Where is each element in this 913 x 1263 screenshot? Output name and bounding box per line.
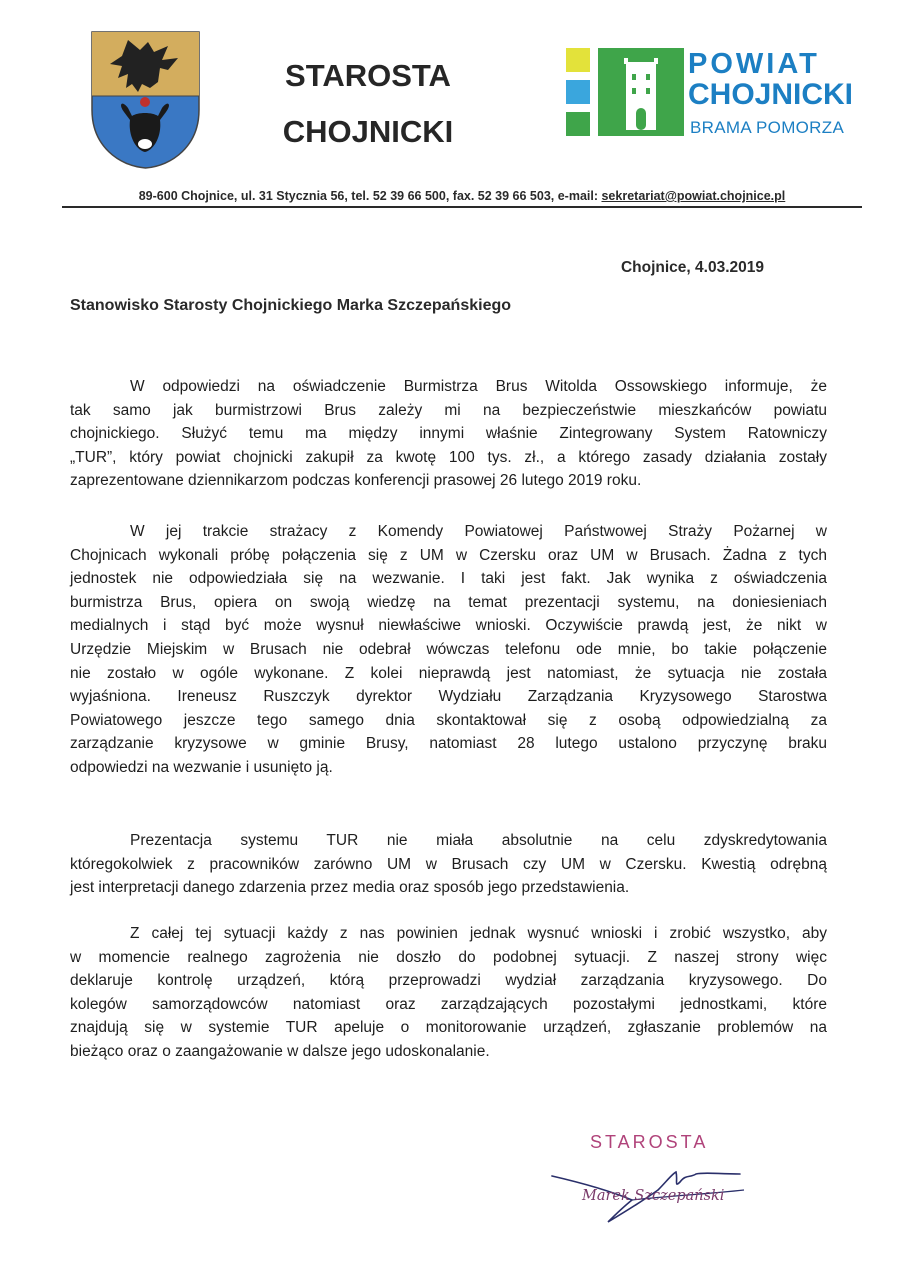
paragraph-line: nie zostało w ogóle wykonane. Z kolei nieprawdą jest natomiast, że sytuacja nie została xyxy=(70,664,827,682)
paragraph-line: „TUR”, który powiat chojnicki zakupił za kwotę 100 tys. zł., a którego zasady działania zostały xyxy=(70,448,827,466)
paragraph-line: znajdują się w systemie TUR apeluje o monitorowanie urządzeń, zgłaszanie problemów na xyxy=(70,1019,827,1037)
powiat-logo xyxy=(566,48,866,140)
paragraph-line: W odpowiedzi na oświadczenie Burmistrza Brus Witolda Ossowskiego informuje, że xyxy=(130,378,827,395)
paragraph-line: chojnickiego. Służyć temu ma między innymi właśnie Zintegrowany System Ratowniczy xyxy=(70,425,827,443)
paragraph-2 xyxy=(70,520,827,780)
contact-address: 89-600 Chojnice, ul. 31 Stycznia 56, tel. 52 39 66 500, fax. 52 39 66 503, e-mail: xyxy=(138,189,602,203)
org-title-line1: STAROSTA xyxy=(285,58,451,93)
paragraph-line: zaprezentowane dziennikarzom podczas konferencji prasowej 26 lutego 2019 roku. xyxy=(70,472,642,490)
paragraph-4 xyxy=(70,922,827,1064)
paragraph-1 xyxy=(70,375,827,493)
paragraph-line: bieżąco oraz o zaangażowanie w dalsze jego udoskonalanie. xyxy=(70,1042,490,1060)
document-date: Chojnice, 4.03.2019 xyxy=(620,259,764,276)
header-divider xyxy=(62,206,862,208)
paragraph-line: w momencie realnego zagrożenia nie doszło do podobnej sytuacji. Z naszej strony więc xyxy=(70,948,827,966)
paragraph-line: tak samo jak burmistrzowi Brus zależy mi na bezpieczeństwie mieszkańców powiatu xyxy=(70,401,827,419)
paragraph-line: jest interpretacji danego zdarzenia przez media oraz sposób jego przedstawienia. xyxy=(70,879,630,897)
logo-text-brama-pomorza: BRAMA POMORZA xyxy=(690,118,845,137)
paragraph-line: Z całej tej sytuacji każdy z nas powinien jednak wysnuć wnioski i zrobić wszystko, aby xyxy=(130,925,827,942)
logo-squares-icon xyxy=(566,48,594,138)
contact-email-link[interactable]: sekretariat@powiat.chojnice.pl xyxy=(601,189,786,203)
paragraph-line: Urzędzie Miejskim w Brusach nie odebrał wówczas telefonu ode mnie, bo takie połączenie xyxy=(70,640,827,658)
paragraph-line: Prezentacja systemu TUR nie miała absolutnie na celu zdyskredytowania xyxy=(130,832,827,849)
org-title xyxy=(268,48,468,160)
paragraph-line: odpowiedzi na wezwanie i usunięto ją. xyxy=(70,758,333,776)
paragraph-line: któregokolwiek z pracowników zarówno UM w Brusach czy UM w Czersku. Kwestią odrębną xyxy=(70,855,827,873)
org-title-line2: CHOJNICKI xyxy=(282,114,454,149)
paragraph-3 xyxy=(70,829,827,900)
paragraph-line: zarządzanie kryzysowe w gminie Brusy, natomiast 28 lutego ustalono przyczynę braku xyxy=(70,735,827,753)
contact-line xyxy=(62,189,862,203)
paragraph-line: kolegów samorządowców natomiast oraz zarządzających pozostałymi jednostkami, które xyxy=(70,995,827,1013)
paragraph-line: Powiatowego jeszcze tego samego dnia skontaktował się z osobą odpowiedzialną za xyxy=(70,711,827,729)
logo-text-chojnicki: CHOJNICKI xyxy=(688,78,854,111)
paragraph-line: W jej trakcie strażacy z Komendy Powiatowej Państwowej Straży Pożarnej w xyxy=(130,523,827,540)
paragraph-line: burmistrza Brus, opiera on swoją wiedzę na temat prezentacji systemu, na doniesieniach xyxy=(70,593,827,611)
paragraph-line: wyjaśniona. Ireneusz Ruszczyk dyrektor Wydziału Zarządzania Kryzysowego Starostwa xyxy=(70,688,827,706)
logo-text-powiat: POWIAT xyxy=(688,48,820,80)
paragraph-line: Chojnicach wykonali próbę połączenia się z UM w Czersku oraz UM w Brusach. Żadna z tych xyxy=(70,546,827,564)
paragraph-line: medialnych i stąd być może wysnuł niewłaściwe wnioski. Oczywiście prawdą jest, że nikt w xyxy=(70,617,827,635)
crest-icon xyxy=(88,28,203,170)
paragraph-line: jednostek nie odpowiedziała się na wezwanie. I taki jest fakt. Jak wynika z oświadczenia xyxy=(70,570,827,588)
gate-tower-icon xyxy=(598,48,684,136)
document-title: Stanowisko Starosty Chojnickiego Marka Szczepańskiego xyxy=(70,297,512,314)
paragraph-line: deklaruje kontrolę urządzeń, którą przeprowadzi wydział zarządzania kryzysowego. Do xyxy=(70,972,827,990)
signature-stamp-name: Marek Szczepański xyxy=(582,1188,725,1204)
signature-stamp-title: STAROSTA xyxy=(590,1132,709,1152)
